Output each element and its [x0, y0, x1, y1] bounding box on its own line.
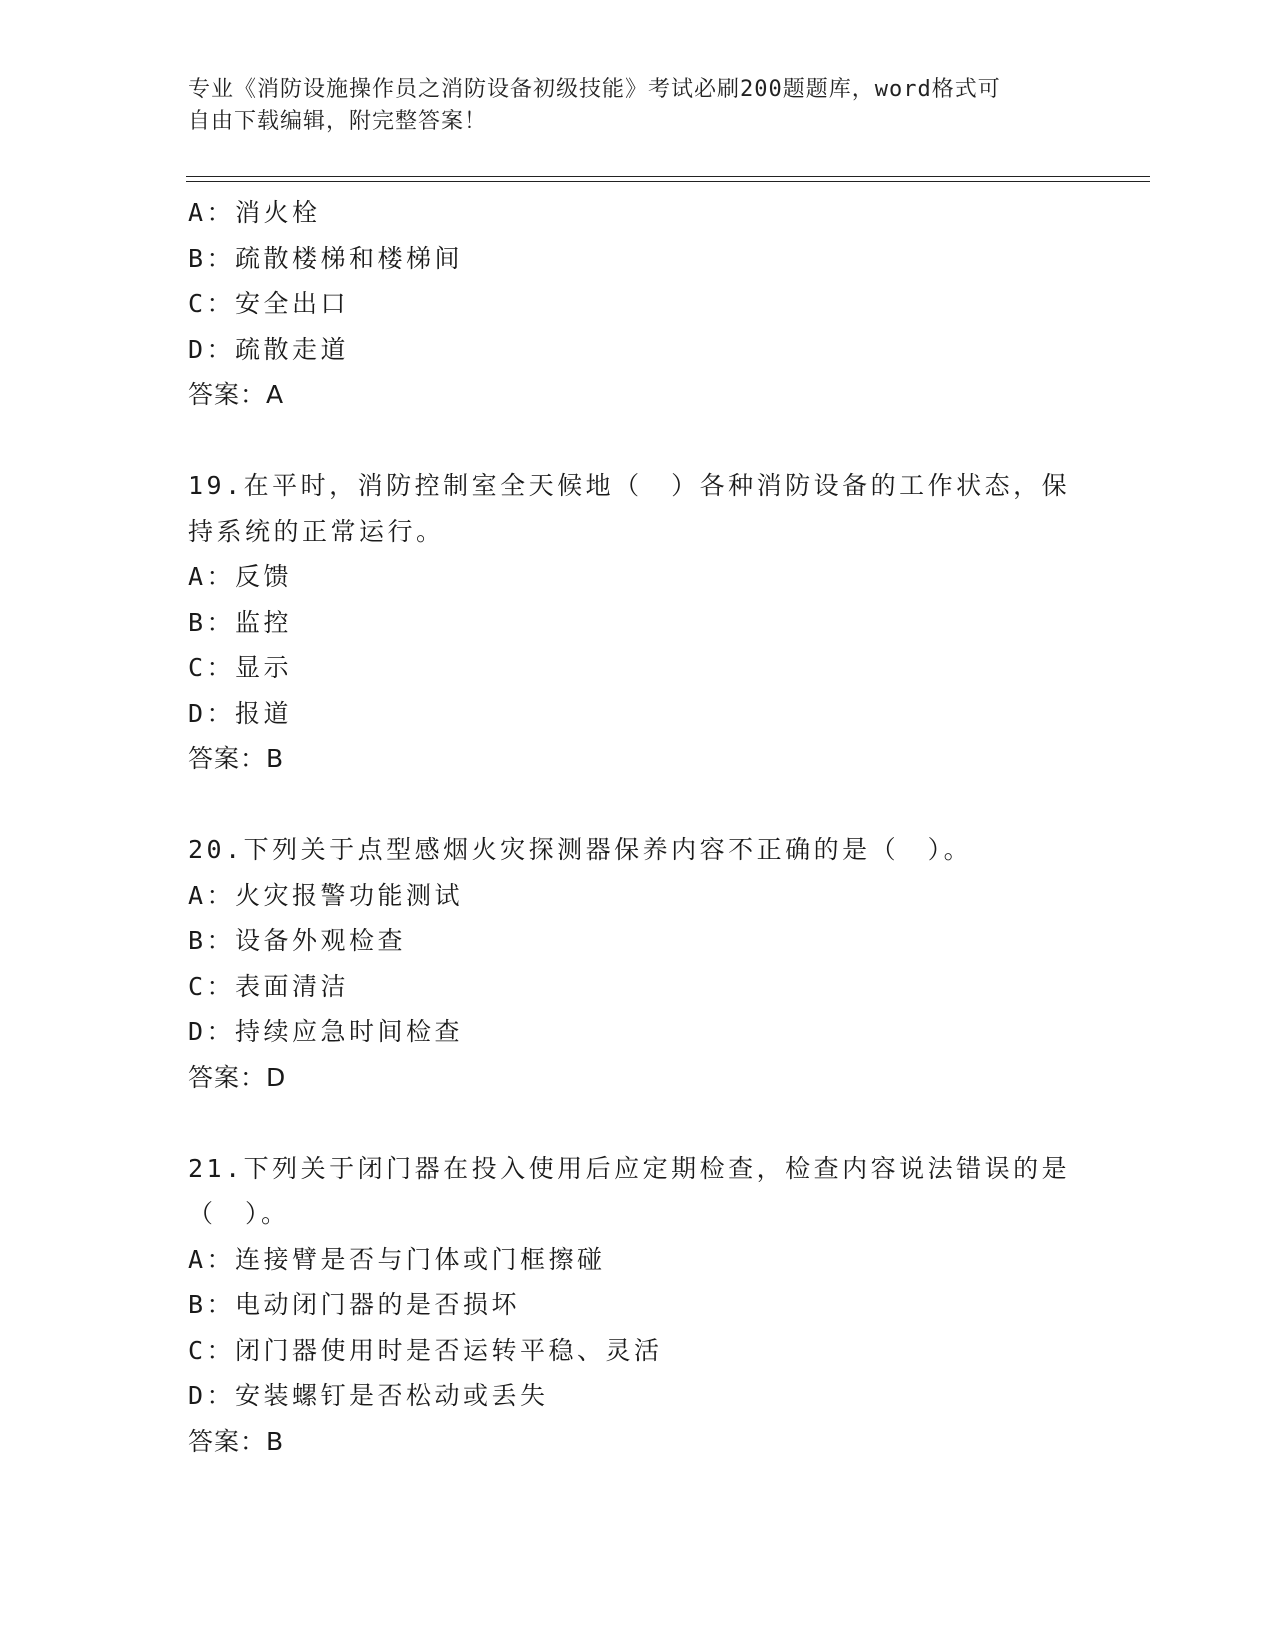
question-stem-line-1: 21.下列关于闭门器在投入使用后应定期检查，检查内容说法错误的是 [188, 1153, 1071, 1183]
spacer [188, 418, 1088, 464]
answer: 答案：A [188, 380, 285, 409]
option-c: C：安全出口 [188, 289, 350, 318]
option-d: D：报道 [188, 698, 293, 728]
question-20 [188, 827, 1088, 1100]
option-c: C：闭门器使用时是否运转平稳、灵活 [188, 1335, 663, 1365]
header-title-line-1: 专业《消防设施操作员之消防设备初级技能》考试必刷200题题库，word格式可 [188, 77, 1001, 102]
question-21 [188, 1146, 1088, 1465]
answer: 答案：B [188, 1426, 285, 1456]
option-d: D：疏散走道 [188, 334, 350, 364]
document-header [188, 74, 1068, 138]
option-c: C：显示 [188, 653, 293, 682]
spacer [188, 782, 1088, 828]
answer: 答案：D [188, 1062, 287, 1092]
option-a: A：连接臂是否与门体或门框擦碰 [188, 1244, 606, 1274]
option-a: A：反馈 [188, 562, 293, 591]
option-b: B：电动闭门器的是否损坏 [188, 1290, 521, 1319]
header-divider-bottom [186, 181, 1150, 182]
question-list [188, 190, 1088, 1464]
question-19 [188, 463, 1088, 782]
option-c: C：表面清洁 [188, 971, 350, 1001]
option-b: B：设备外观检查 [188, 926, 407, 955]
question-stem-line-2: 持系统的正常运行。 [188, 516, 445, 546]
question-stem-line-1: 19.在平时，消防控制室全天候地（ ）各种消防设备的工作状态，保 [188, 471, 1071, 500]
option-a: A：消火栓 [188, 198, 321, 227]
option-a: A：火灾报警功能测试 [188, 880, 464, 910]
header-divider-top [186, 176, 1150, 177]
header-title-line-2: 自由下载编辑，附完整答案！ [188, 109, 488, 134]
option-d: D：持续应急时间检查 [188, 1017, 464, 1046]
option-d: D：安装螺钉是否松动或丢失 [188, 1381, 549, 1410]
answer: 答案：B [188, 744, 285, 773]
option-b: B：监控 [188, 607, 293, 637]
question-stem-line-2: （ ）。 [188, 1199, 290, 1228]
question-stem-line-1: 20.下列关于点型感烟火灾探测器保养内容不正确的是（ ）。 [188, 835, 973, 864]
question-18-continued [188, 190, 1088, 418]
spacer [188, 1100, 1088, 1146]
option-b: B：疏散楼梯和楼梯间 [188, 243, 464, 273]
